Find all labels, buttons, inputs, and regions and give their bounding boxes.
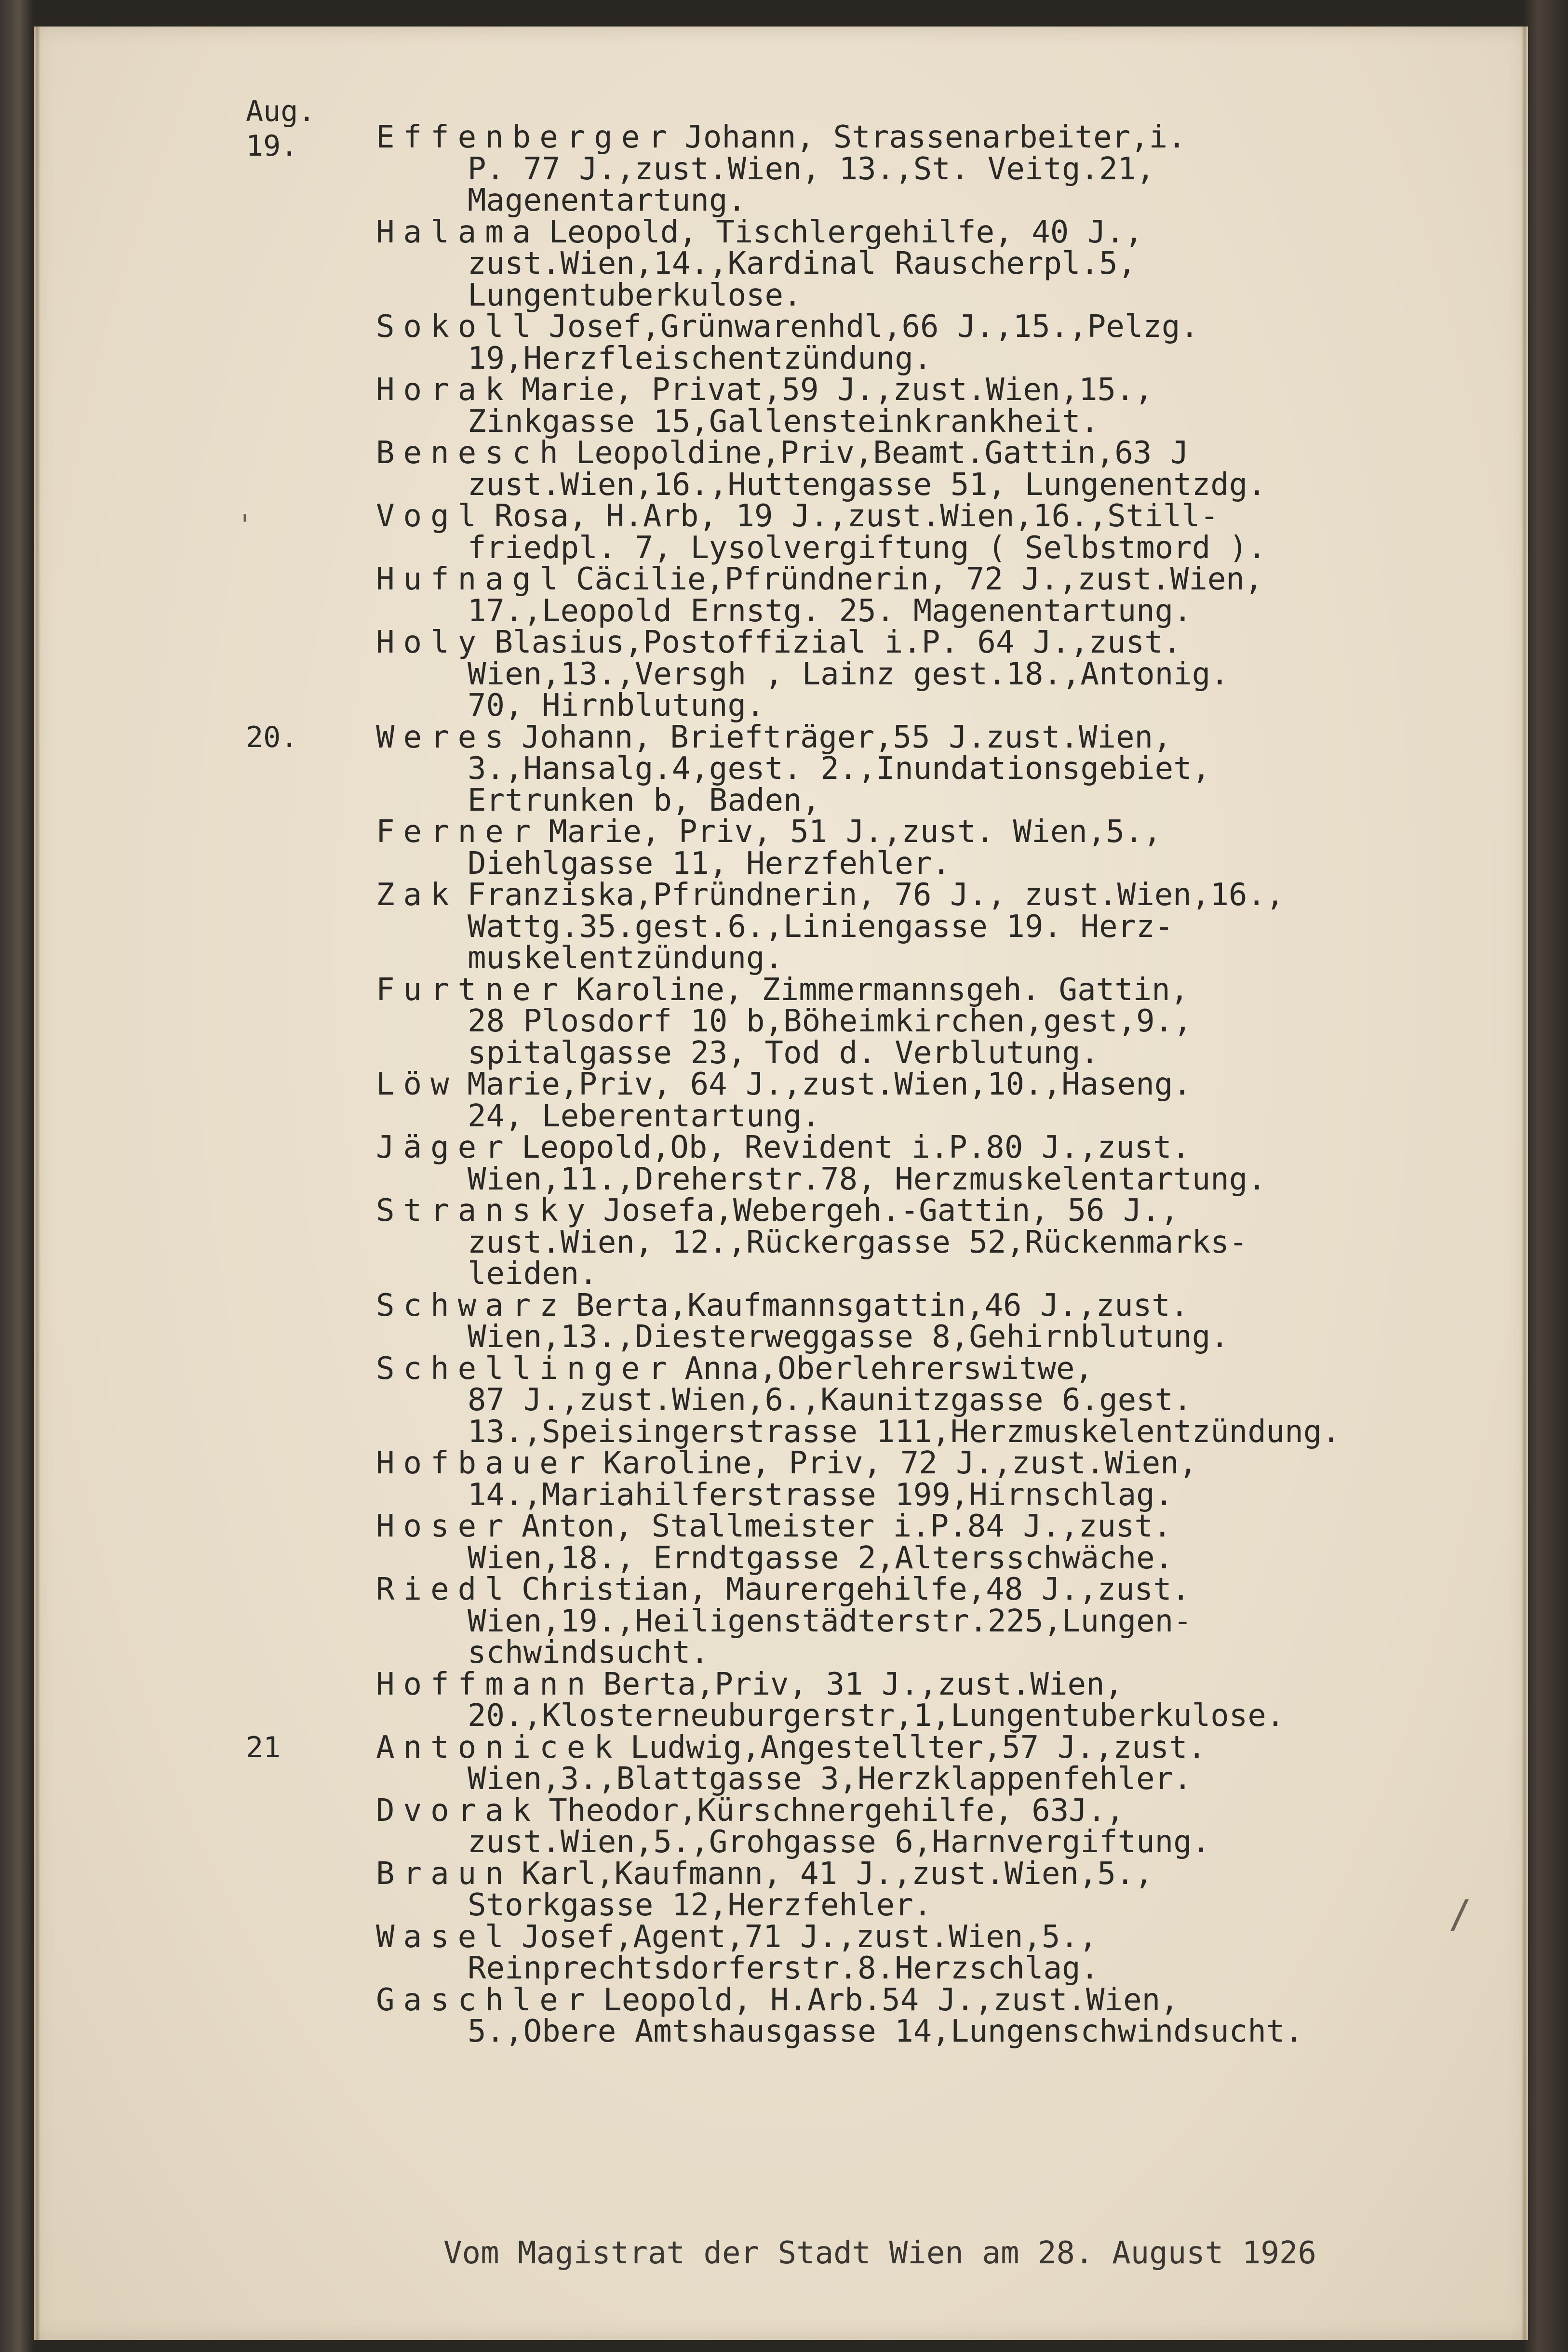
entry-details-first-line: Josefa,Webergeh.-Gattin, 56 J.,	[603, 1193, 1179, 1229]
entry-date: 20.	[246, 720, 298, 754]
entry-details-first-line: Karoline, Priv, 72 J.,zust.Wien,	[603, 1445, 1198, 1481]
entry-details-continuation: 13.,Speisingerstrasse 111,Herzmuskelentzündung.	[468, 1414, 1340, 1450]
entry-surname: Hoser	[376, 1509, 512, 1544]
document-page	[34, 27, 1528, 2340]
entry-details-first-line: Cäcilie,Pfründnerin, 72 J.,zust.Wien,	[576, 561, 1263, 597]
entry-surname: Sokoll	[376, 309, 540, 345]
entry-details-first-line: Blasius,Postoffizial i.P. 64 J.,zust.	[494, 625, 1182, 660]
entry-details-first-line: Leopold, Tischlergehilfe, 40 J.,	[549, 214, 1143, 250]
entry-details-continuation: friedpl. 7, Lysolvergiftung ( Selbstmord ).	[468, 530, 1266, 566]
entry-details-continuation: 28 Plosdorf 10 b,Böheimkirchen,gest,9.,	[468, 1003, 1192, 1039]
entry-details-first-line: Theodor,Kürschnergehilfe, 63J.,	[549, 1792, 1125, 1829]
entry-details-first-line: Johann, Briefträger,55 J.zust.Wien,	[522, 719, 1172, 755]
entry-details-continuation: muskelentzündung.	[468, 940, 784, 976]
entry-details-continuation: Ertrunken b, Baden,	[468, 782, 821, 818]
entry-surname: Benesch	[376, 435, 567, 471]
entry-details-continuation: Zinkgasse 15,Gallensteinkrankheit.	[468, 403, 1099, 440]
entry-surname: Hufnagl	[376, 561, 567, 597]
entry-date: Aug. 19.	[246, 94, 316, 163]
entry-details-continuation: 5.,Obere Amtshausgasse 14,Lungenschwindsucht.	[468, 2014, 1303, 2049]
entry-surname: Weres	[376, 719, 512, 755]
entry-details-continuation: Wien,18., Erndtgasse 2,Altersschwäche.	[468, 1540, 1174, 1576]
entry-details-continuation: leiden.	[468, 1256, 598, 1292]
entry-details-first-line: Josef,Grünwarenhdl,66 J.,15.,Pelzg.	[549, 309, 1199, 345]
entry-surname: Hofbauer	[376, 1445, 594, 1481]
entry-details-continuation: zust.Wien,5.,Grohgasse 6,Harnvergiftung.	[468, 1824, 1211, 1860]
entry-surname: Stransky	[376, 1193, 594, 1229]
entry-details-first-line: Josef,Agent,71 J.,zust.Wien,5.,	[522, 1919, 1098, 1955]
entry-surname: Wasel	[376, 1919, 512, 1955]
entry-details-continuation: 87 J.,zust.Wien,6.,Kaunitzgasse 6.gest.	[468, 1382, 1192, 1418]
entry-surname: Braun	[376, 1856, 512, 1892]
entry-details-continuation: 20.,Klosterneuburgerstr,1,Lungentuberkulose.	[468, 1698, 1285, 1734]
entry-details-continuation: Wien,3.,Blattgasse 3,Herzklappenfehler.	[468, 1761, 1192, 1797]
entry-details-first-line: Christian, Maurergehilfe,48 J.,zust.	[522, 1572, 1191, 1607]
entry-details-continuation: Wien,19.,Heiligenstädterstr.225,Lungen-	[468, 1603, 1192, 1639]
pencil-mark: '	[236, 508, 254, 542]
entry-surname: Furtner	[376, 972, 567, 1008]
entry-details-first-line: Leopold,Ob, Revident i.P.80 J.,zust.	[522, 1130, 1191, 1165]
entry-details-continuation: zust.Wien,16.,Huttengasse 51, Lungenentzdg.	[468, 467, 1266, 503]
entry-details-continuation: Wien,13.,Diesterweggasse 8,Gehirnblutung.	[468, 1319, 1229, 1355]
entry-details-continuation: Diehlgasse 11, Herzfehler.	[468, 845, 951, 882]
page-fold-left	[34, 27, 40, 2340]
entry-details-continuation: schwindsucht.	[468, 1635, 709, 1670]
entry-surname: Zak	[376, 877, 458, 913]
entry-surname: Schwarz	[376, 1287, 567, 1323]
footer-signature-line: Vom Magistrat der Stadt Wien am 28. August 1926	[443, 2235, 1316, 2271]
entry-details-continuation: 19,Herzfleischentzündung.	[468, 340, 932, 376]
entry-date: 21	[246, 1730, 281, 1764]
entry-surname: Gaschler	[376, 1982, 594, 2018]
entry-details-continuation: Lungentuberkulose.	[468, 277, 802, 313]
entry-details-continuation: 14.,Mariahilferstrasse 199,Hirnschlag.	[468, 1477, 1174, 1513]
entry-details-continuation: zust.Wien,14.,Kardinal Rauscherpl.5,	[468, 246, 1137, 281]
entry-surname: Hoffmann	[376, 1666, 594, 1702]
entry-surname: Effenberger	[376, 120, 676, 155]
entry-surname: Ferner	[376, 814, 540, 850]
entry-details-first-line: Marie, Priv, 51 J.,zust. Wien,5.,	[549, 814, 1162, 850]
entry-details-continuation: Wien,13.,Versgh , Lainz gest.18.,Antonig.	[468, 656, 1229, 692]
entry-details-continuation: 70, Hirnblutung.	[468, 688, 765, 723]
entry-details-continuation: 24, Leberentartung.	[468, 1098, 821, 1134]
entry-details-first-line: Leopoldine,Priv,Beamt.Gattin,63 J	[576, 435, 1189, 471]
entry-surname: Dvorak	[376, 1792, 540, 1829]
entry-surname: Jäger	[376, 1130, 512, 1165]
entry-surname: Halama	[376, 214, 540, 250]
entry-details-first-line: Anna,Oberlehrerswitwe,	[684, 1350, 1094, 1387]
entry-details-continuation: 17.,Leopold Ernstg. 25. Magenentartung.	[468, 593, 1192, 629]
entry-details-first-line: Karoline, Zimmermannsgeh. Gattin,	[576, 972, 1189, 1008]
entry-details-first-line: Ludwig,Angestellter,57 J.,zust.	[630, 1729, 1206, 1765]
entry-surname: Vogl	[376, 498, 485, 534]
entry-surname: Antonicek	[376, 1729, 621, 1765]
page-fold-right	[1521, 27, 1528, 2340]
entry-details-first-line: Franziska,Pfründnerin, 76 J., zust.Wien,16.,	[467, 877, 1285, 913]
entry-details-continuation: Wattg.35.gest.6.,Liniengasse 19. Herz-	[468, 909, 1174, 945]
entry-details-continuation: Reinprechtsdorferstr.8.Herzschlag.	[468, 1951, 1099, 1986]
entry-details-continuation: P. 77 J.,zust.Wien, 13.,St. Veitg.21,	[468, 151, 1155, 187]
entry-details-continuation: spitalgasse 23, Tod d. Verblutung.	[468, 1035, 1099, 1071]
entry-details-continuation: Storkgasse 12,Herzfehler.	[468, 1887, 932, 1923]
entry-surname: Riedl	[376, 1572, 512, 1607]
entry-details-first-line: Marie,Priv, 64 J.,zust.Wien,10.,Haseng.	[467, 1067, 1192, 1102]
entry-details-first-line: Berta,Priv, 31 J.,zust.Wien,	[603, 1666, 1124, 1702]
entry-surname: Horak	[376, 372, 512, 408]
entry-details-first-line: Marie, Privat,59 J.,zust.Wien,15.,	[522, 372, 1153, 408]
entry-details-first-line: Anton, Stallmeister i.P.84 J.,zust.	[522, 1509, 1172, 1544]
entry-details-continuation: zust.Wien, 12.,Rückergasse 52,Rückenmarks-	[468, 1224, 1248, 1260]
pencil-mark-right: /	[1448, 1892, 1472, 1937]
entry-details-first-line: Johann, Strassenarbeiter,i.	[684, 120, 1186, 155]
entry-details-first-line: Leopold, H.Arb.54 J.,zust.Wien,	[603, 1982, 1179, 2018]
entry-details-continuation: 3.,Hansalg.4,gest. 2.,Inundationsgebiet,	[468, 751, 1211, 787]
entry-surname: Löw	[376, 1067, 458, 1102]
entry-details-continuation: Wien,11.,Dreherstr.78, Herzmuskelentartung.	[468, 1161, 1266, 1197]
entry-surname: Schellinger	[376, 1350, 676, 1387]
entry-details-continuation: Magenentartung.	[468, 183, 746, 218]
entry-details-first-line: Berta,Kaufmannsgattin,46 J.,zust.	[576, 1287, 1189, 1323]
entry-details-first-line: Karl,Kaufmann, 41 J.,zust.Wien,5.,	[522, 1856, 1153, 1892]
entry-surname: Holy	[376, 625, 485, 660]
entry-details-first-line: Rosa, H.Arb, 19 J.,zust.Wien,16.,Still-	[494, 498, 1219, 534]
